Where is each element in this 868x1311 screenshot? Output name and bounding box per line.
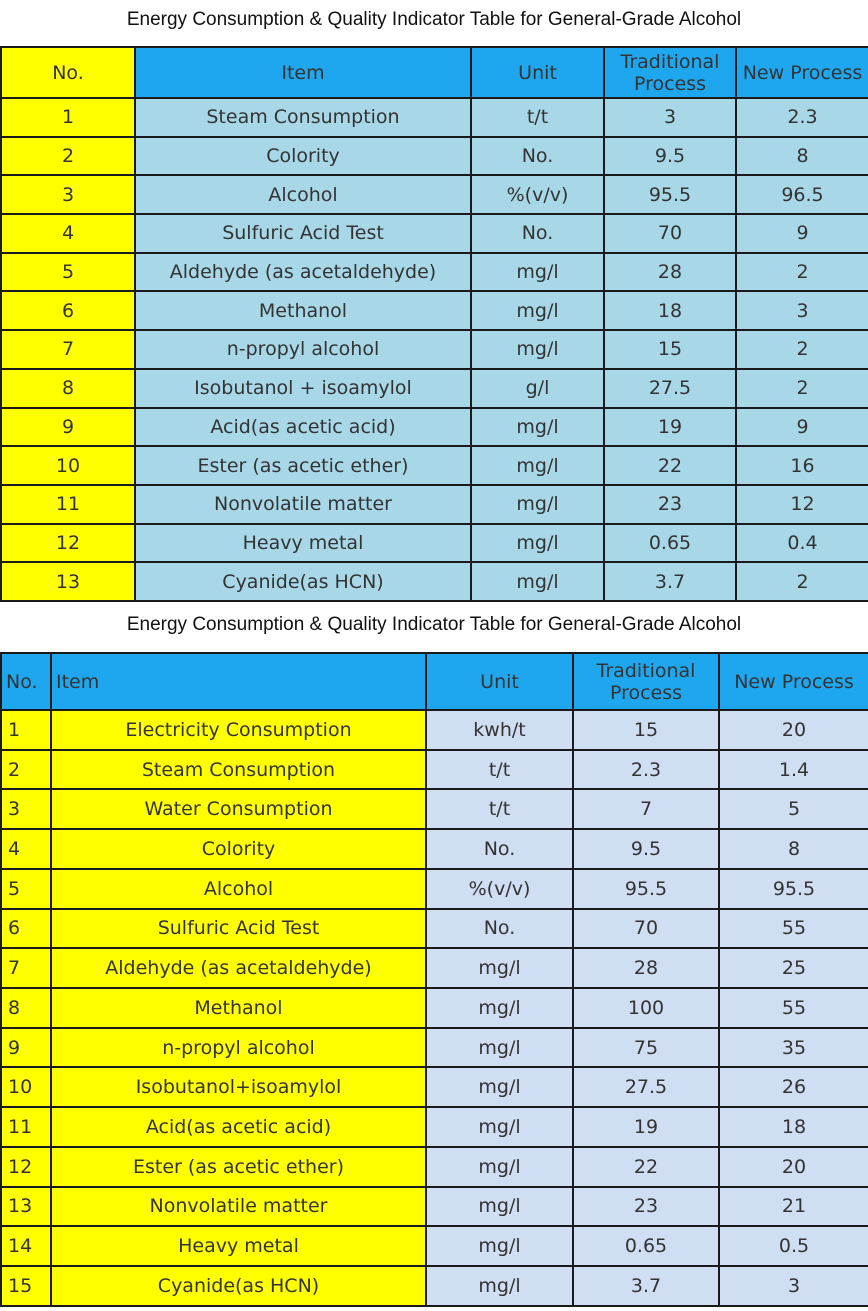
unit-cell: mg/l [471,446,604,485]
new-value: 9 [736,214,868,253]
unit-cell: mg/l [471,485,604,524]
table-row [1,1028,868,1068]
item-cell: Alcohol [135,175,471,214]
table-row [1,869,868,909]
new-value: 96.5 [736,175,868,214]
row-number: 8 [1,369,135,408]
quality-table-2 [0,652,868,1307]
new-value: 0.4 [736,524,868,563]
unit-cell: %(v/v) [471,175,604,214]
row-number: 2 [1,137,135,176]
row-number: 10 [1,1067,51,1107]
new-value: 20 [719,1147,868,1187]
traditional-value: 23 [604,485,736,524]
table2-caption: Energy Consumption & Quality Indicator Table for General-Grade Alcohol [126,614,742,635]
unit-cell: No. [426,909,573,949]
table-row [1,1266,868,1306]
unit-cell: mg/l [471,408,604,447]
unit-cell: mg/l [426,988,573,1028]
row-number: 2 [1,750,51,790]
table-row [1,562,868,601]
traditional-value: 28 [604,253,736,292]
table-row [1,137,868,176]
table-header-row [1,47,868,98]
unit-cell: %(v/v) [426,869,573,909]
unit-cell: mg/l [426,948,573,988]
traditional-value: 7 [573,789,719,829]
row-number: 4 [1,214,135,253]
item-cell: Alcohol [51,869,426,909]
unit-cell: mg/l [426,1266,573,1306]
table-row [1,1226,868,1266]
traditional-value: 9.5 [573,829,719,869]
unit-cell: g/l [471,369,604,408]
row-number: 5 [1,869,51,909]
table-row [1,214,868,253]
item-cell: Acid(as acetic acid) [51,1107,426,1147]
new-value: 2 [736,369,868,408]
header-unit: Unit [471,47,604,98]
unit-cell: t/t [426,789,573,829]
traditional-value: 23 [573,1187,719,1227]
item-cell: Isobutanol + isoamylol [135,369,471,408]
unit-cell: t/t [471,98,604,137]
table-row [1,829,868,869]
row-number: 14 [1,1226,51,1266]
new-value: 5 [719,789,868,829]
traditional-value: 28 [573,948,719,988]
row-number: 3 [1,175,135,214]
new-value: 25 [719,948,868,988]
table-row [1,524,868,563]
traditional-value: 3 [604,98,736,137]
item-cell: Water Consumption [51,789,426,829]
traditional-value: 18 [604,291,736,330]
item-cell: Colority [51,829,426,869]
table-row [1,710,868,750]
row-number: 9 [1,1028,51,1068]
row-number: 3 [1,789,51,829]
new-value: 2.3 [736,98,868,137]
row-number: 12 [1,524,135,563]
traditional-value: 15 [573,710,719,750]
row-number: 10 [1,446,135,485]
traditional-value: 22 [604,446,736,485]
item-cell: Methanol [135,291,471,330]
item-cell: Steam Consumption [135,98,471,137]
unit-cell: mg/l [471,524,604,563]
table-row [1,948,868,988]
traditional-value: 70 [604,214,736,253]
traditional-value: 95.5 [573,869,719,909]
row-number: 13 [1,1187,51,1227]
unit-cell: mg/l [426,1067,573,1107]
new-value: 3 [719,1266,868,1306]
traditional-value: 3.7 [604,562,736,601]
traditional-value: 95.5 [604,175,736,214]
row-number: 6 [1,291,135,330]
table-row [1,750,868,790]
table-row [1,408,868,447]
new-value: 0.5 [719,1226,868,1266]
new-value: 55 [719,909,868,949]
traditional-value: 27.5 [573,1067,719,1107]
traditional-value: 9.5 [604,137,736,176]
new-value: 20 [719,710,868,750]
row-number: 12 [1,1147,51,1187]
row-number: 4 [1,829,51,869]
table-row [1,330,868,369]
unit-cell: mg/l [471,291,604,330]
traditional-value: 15 [604,330,736,369]
row-number: 8 [1,988,51,1028]
table-row [1,1107,868,1147]
item-cell: Nonvolatile matter [135,485,471,524]
item-cell: Aldehyde (as acetaldehyde) [51,948,426,988]
traditional-value: 27.5 [604,369,736,408]
row-number: 11 [1,485,135,524]
traditional-value: 100 [573,988,719,1028]
new-value: 2 [736,330,868,369]
new-value: 35 [719,1028,868,1068]
unit-cell: No. [426,829,573,869]
unit-cell: mg/l [426,1187,573,1227]
unit-cell: mg/l [471,562,604,601]
table-row [1,1067,868,1107]
traditional-value: 75 [573,1028,719,1068]
unit-cell: mg/l [426,1147,573,1187]
item-cell: Cyanide(as HCN) [135,562,471,601]
item-cell: n-propyl alcohol [51,1028,426,1068]
table-row [1,98,868,137]
item-cell: Steam Consumption [51,750,426,790]
table-row [1,446,868,485]
row-number: 7 [1,948,51,988]
unit-cell: No. [471,214,604,253]
traditional-value: 0.65 [573,1226,719,1266]
table-row [1,253,868,292]
traditional-value: 2.3 [573,750,719,790]
item-cell: Electricity Consumption [51,710,426,750]
item-cell: Heavy metal [51,1226,426,1266]
item-cell: Ester (as acetic ether) [51,1147,426,1187]
table-row [1,909,868,949]
row-number: 6 [1,909,51,949]
new-value: 12 [736,485,868,524]
header-item: Item [135,47,471,98]
new-value: 16 [736,446,868,485]
new-value: 26 [719,1067,868,1107]
item-cell: Cyanide(as HCN) [51,1266,426,1306]
traditional-value: 19 [573,1107,719,1147]
item-cell: Methanol [51,988,426,1028]
header-traditional: Traditional Process [604,47,736,98]
unit-cell: No. [471,137,604,176]
row-number: 7 [1,330,135,369]
item-cell: Aldehyde (as acetaldehyde) [135,253,471,292]
new-value: 9 [736,408,868,447]
unit-cell: t/t [426,750,573,790]
unit-cell: mg/l [471,253,604,292]
item-cell: Colority [135,137,471,176]
new-value: 2 [736,253,868,292]
item-cell: Acid(as acetic acid) [135,408,471,447]
row-number: 1 [1,710,51,750]
header-new: New Process [736,47,868,98]
unit-cell: mg/l [426,1107,573,1147]
item-cell: Sulfuric Acid Test [135,214,471,253]
new-value: 95.5 [719,869,868,909]
table-row [1,1187,868,1227]
new-value: 3 [736,291,868,330]
table-row [1,789,868,829]
row-number: 9 [1,408,135,447]
traditional-value: 0.65 [604,524,736,563]
unit-cell: mg/l [471,330,604,369]
table-header-row [1,653,868,710]
new-value: 18 [719,1107,868,1147]
header-no: No. [1,47,135,98]
row-number: 11 [1,1107,51,1147]
new-value: 55 [719,988,868,1028]
item-cell: n-propyl alcohol [135,330,471,369]
header-item: Item [51,653,426,710]
item-cell: Ester (as acetic ether) [135,446,471,485]
table-row [1,291,868,330]
table-row [1,988,868,1028]
new-value: 8 [736,137,868,176]
row-number: 1 [1,98,135,137]
traditional-value: 3.7 [573,1266,719,1306]
header-unit: Unit [426,653,573,710]
traditional-value: 19 [604,408,736,447]
new-value: 8 [719,829,868,869]
unit-cell: kwh/t [426,710,573,750]
row-number: 5 [1,253,135,292]
item-cell: Nonvolatile matter [51,1187,426,1227]
quality-table-1 [0,46,868,602]
item-cell: Isobutanol+isoamylol [51,1067,426,1107]
item-cell: Sulfuric Acid Test [51,909,426,949]
traditional-value: 22 [573,1147,719,1187]
table-row [1,369,868,408]
header-no: No. [1,653,51,710]
new-value: 2 [736,562,868,601]
unit-cell: mg/l [426,1028,573,1068]
table1-caption: Energy Consumption & Quality Indicator Table for General-Grade Alcohol [126,9,742,30]
table-row [1,485,868,524]
table-row [1,175,868,214]
table-row [1,1147,868,1187]
row-number: 13 [1,562,135,601]
header-traditional: Traditional Process [573,653,719,710]
traditional-value: 70 [573,909,719,949]
new-value: 21 [719,1187,868,1227]
item-cell: Heavy metal [135,524,471,563]
new-value: 1.4 [719,750,868,790]
unit-cell: mg/l [426,1226,573,1266]
row-number: 15 [1,1266,51,1306]
header-new: New Process [719,653,868,710]
